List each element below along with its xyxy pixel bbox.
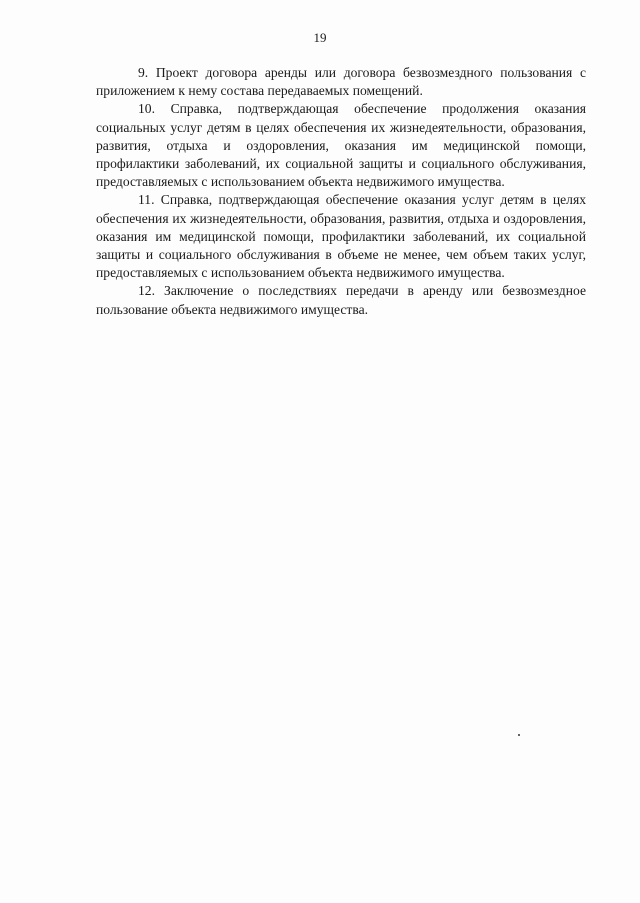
scan-speck bbox=[518, 734, 520, 736]
paragraph-item-9: 9. Проект договора аренды или договора безвозмездного пользования с приложением к нему состава передаваемых помещений. bbox=[96, 65, 586, 99]
paragraph-item-11: 11. Справка, подтверждающая обеспечение оказания услуг детям в целях обеспечения их жизнедеятельности, образования, развития, отдыха и оздоровления, оказания им медицинской помощи, профилактики заболеваний, их социальной защиты и социального обслуживания в объеме не менее, чем объем таких услуг, предоставляемых с использованием объекта недвижимого имущества. bbox=[96, 192, 586, 281]
document-body bbox=[96, 64, 586, 319]
paragraph-item-12: 12. Заключение о последствиях передачи в аренду или безвозмездное пользование объекта недвижимого имущества. bbox=[96, 283, 586, 317]
paragraph-item-10: 10. Справка, подтверждающая обеспечение продолжения оказания социальных услуг детям в целях обеспечения их жизнедеятельности, образования, развития, отдыха и оздоровления, оказания им медицинской помощи, профилактики заболеваний, их социальной защиты и социального обслуживания, предоставляемых с использованием объекта недвижимого имущества. bbox=[96, 101, 586, 190]
page-number: 19 bbox=[313, 30, 327, 45]
